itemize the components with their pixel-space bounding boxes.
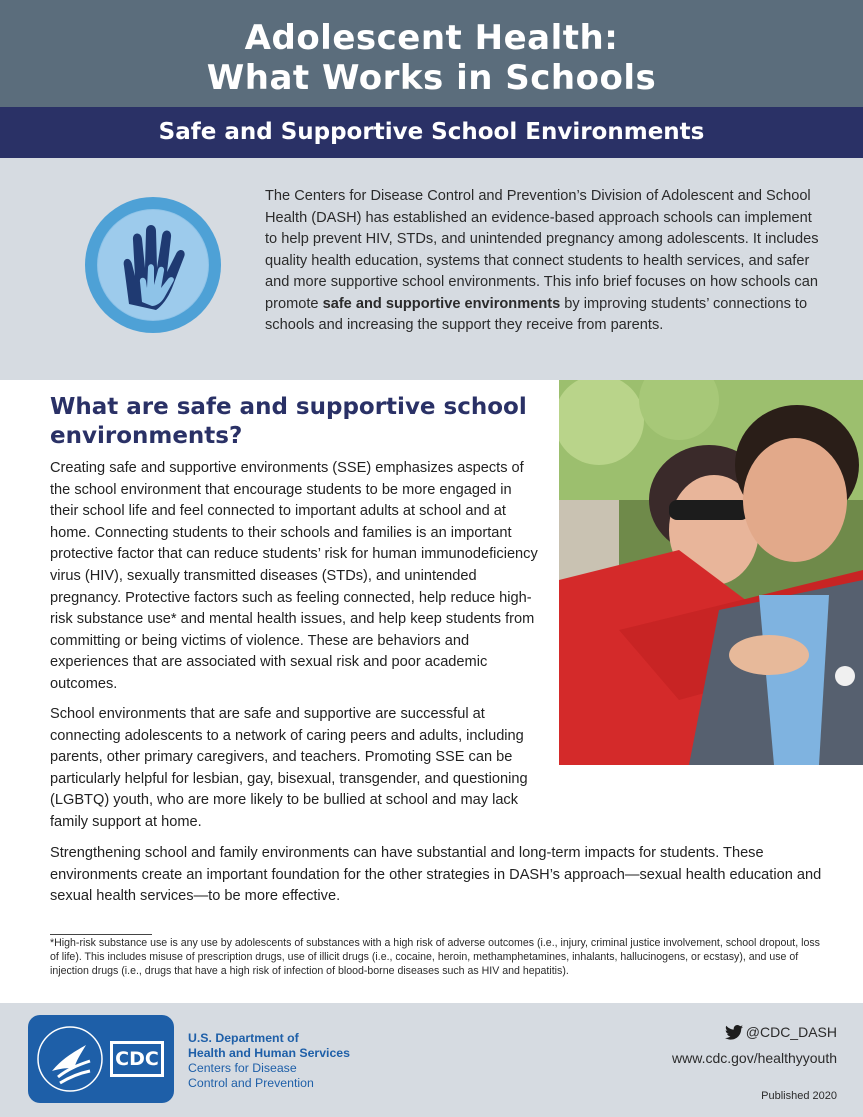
intro-text-tail: by improving students’ connections to schools and increasing the support they receive from parents.: [265, 295, 808, 333]
footnote: *High-risk substance use is any use by adolescents of substances with a high risk of adverse outcomes (i.e., injury, criminal justice involvement, school dropout, loss of life). This includes misuse of prescription drugs, use of illicit drugs (i.e., cocaine, heroin, methamphetamines, inhalants, hallucinogens, or ecstasy), and use of injection drugs (i.e., drugs that have a high risk of infection of blood-borne diseases such as HIV and hepatitis).: [50, 937, 820, 977]
body-paragraph-3: Strengthening school and family environments can have substantial and long-term impacts for students. These environments create an important foundation for the other strategies in DASH’s approach—sexual health education and sexual health services—to be more effective.: [50, 845, 822, 905]
twitter-handle-text: @CDC_DASH: [745, 1024, 837, 1040]
hhs-cdc-logo: [28, 1015, 174, 1103]
cdc-logo-text: CDC: [115, 1048, 159, 1070]
intro-text: [265, 186, 825, 337]
page-title-line-2: What Works in Schools: [206, 58, 657, 98]
twitter-bird-icon: [725, 1025, 743, 1040]
title-band: [0, 0, 863, 107]
body-paragraph-2: School environments that are safe and supportive are successful at connecting adolescents to a network of caring peers and adults, including parents, other primary caregivers, and teachers. Promoting SSE can be particularly helpful for lesbian, gay, bisexual, transgender, and questioning (LGBTQ) youth, who are more likely to be bullied at school and may lack family support at home.: [50, 706, 528, 830]
agency-line-1: Centers for Disease: [188, 1061, 297, 1075]
intro-text-lead: The Centers for Disease Control and Prevention’s Division of Adolescent and School Health (DASH) has established an evidence-based approach schools can implement to help prevent HIV, STDs, and unintended pregnancy among adolescents. It includes quality health education, systems that connect students to health services, and safer and more supportive school environments. This info brief focuses on how schools can promote: [265, 188, 819, 312]
subtitle-band: [0, 107, 863, 158]
hugging-family-photo: [559, 380, 863, 765]
website-link[interactable]: www.cdc.gov/healthyyouth: [672, 1050, 837, 1066]
body-paragraph-1: Creating safe and supportive environments (SSE) emphasizes aspects of the school environment that encourage students to be more engaged in their school life and feel connected to important adults at school and at home. Connecting students to their schools and families is an important protective factor that can reduce students’ risk for human immunodeficiency virus (HIV), sexually transmitted diseases (STDs), and unintended pregnancy. Protective factors such as feeling connected, help reduce high-risk substance use* and mental health issues, and help keep students from committing or being victims of violence. These are behaviors and experiences that are associated with sexual risk and poor academic outcomes.: [50, 460, 538, 692]
page-title-line-1: Adolescent Health:: [244, 18, 619, 58]
dept-line-2: Health and Human Services: [188, 1046, 350, 1060]
twitter-handle[interactable]: [725, 1024, 837, 1040]
published-date: Published 2020: [761, 1090, 837, 1102]
dept-line-1: U.S. Department of: [188, 1031, 299, 1045]
section-heading: What are safe and supportive school environments?: [50, 394, 527, 449]
hands-icon: [84, 196, 222, 334]
intro-text-bold: safe and supportive environments: [322, 295, 561, 312]
agency-block: [188, 1031, 350, 1091]
footnote-divider: [50, 934, 152, 935]
agency-line-2: Control and Prevention: [188, 1076, 314, 1090]
page-subtitle: Safe and Supportive School Environments: [158, 119, 705, 145]
